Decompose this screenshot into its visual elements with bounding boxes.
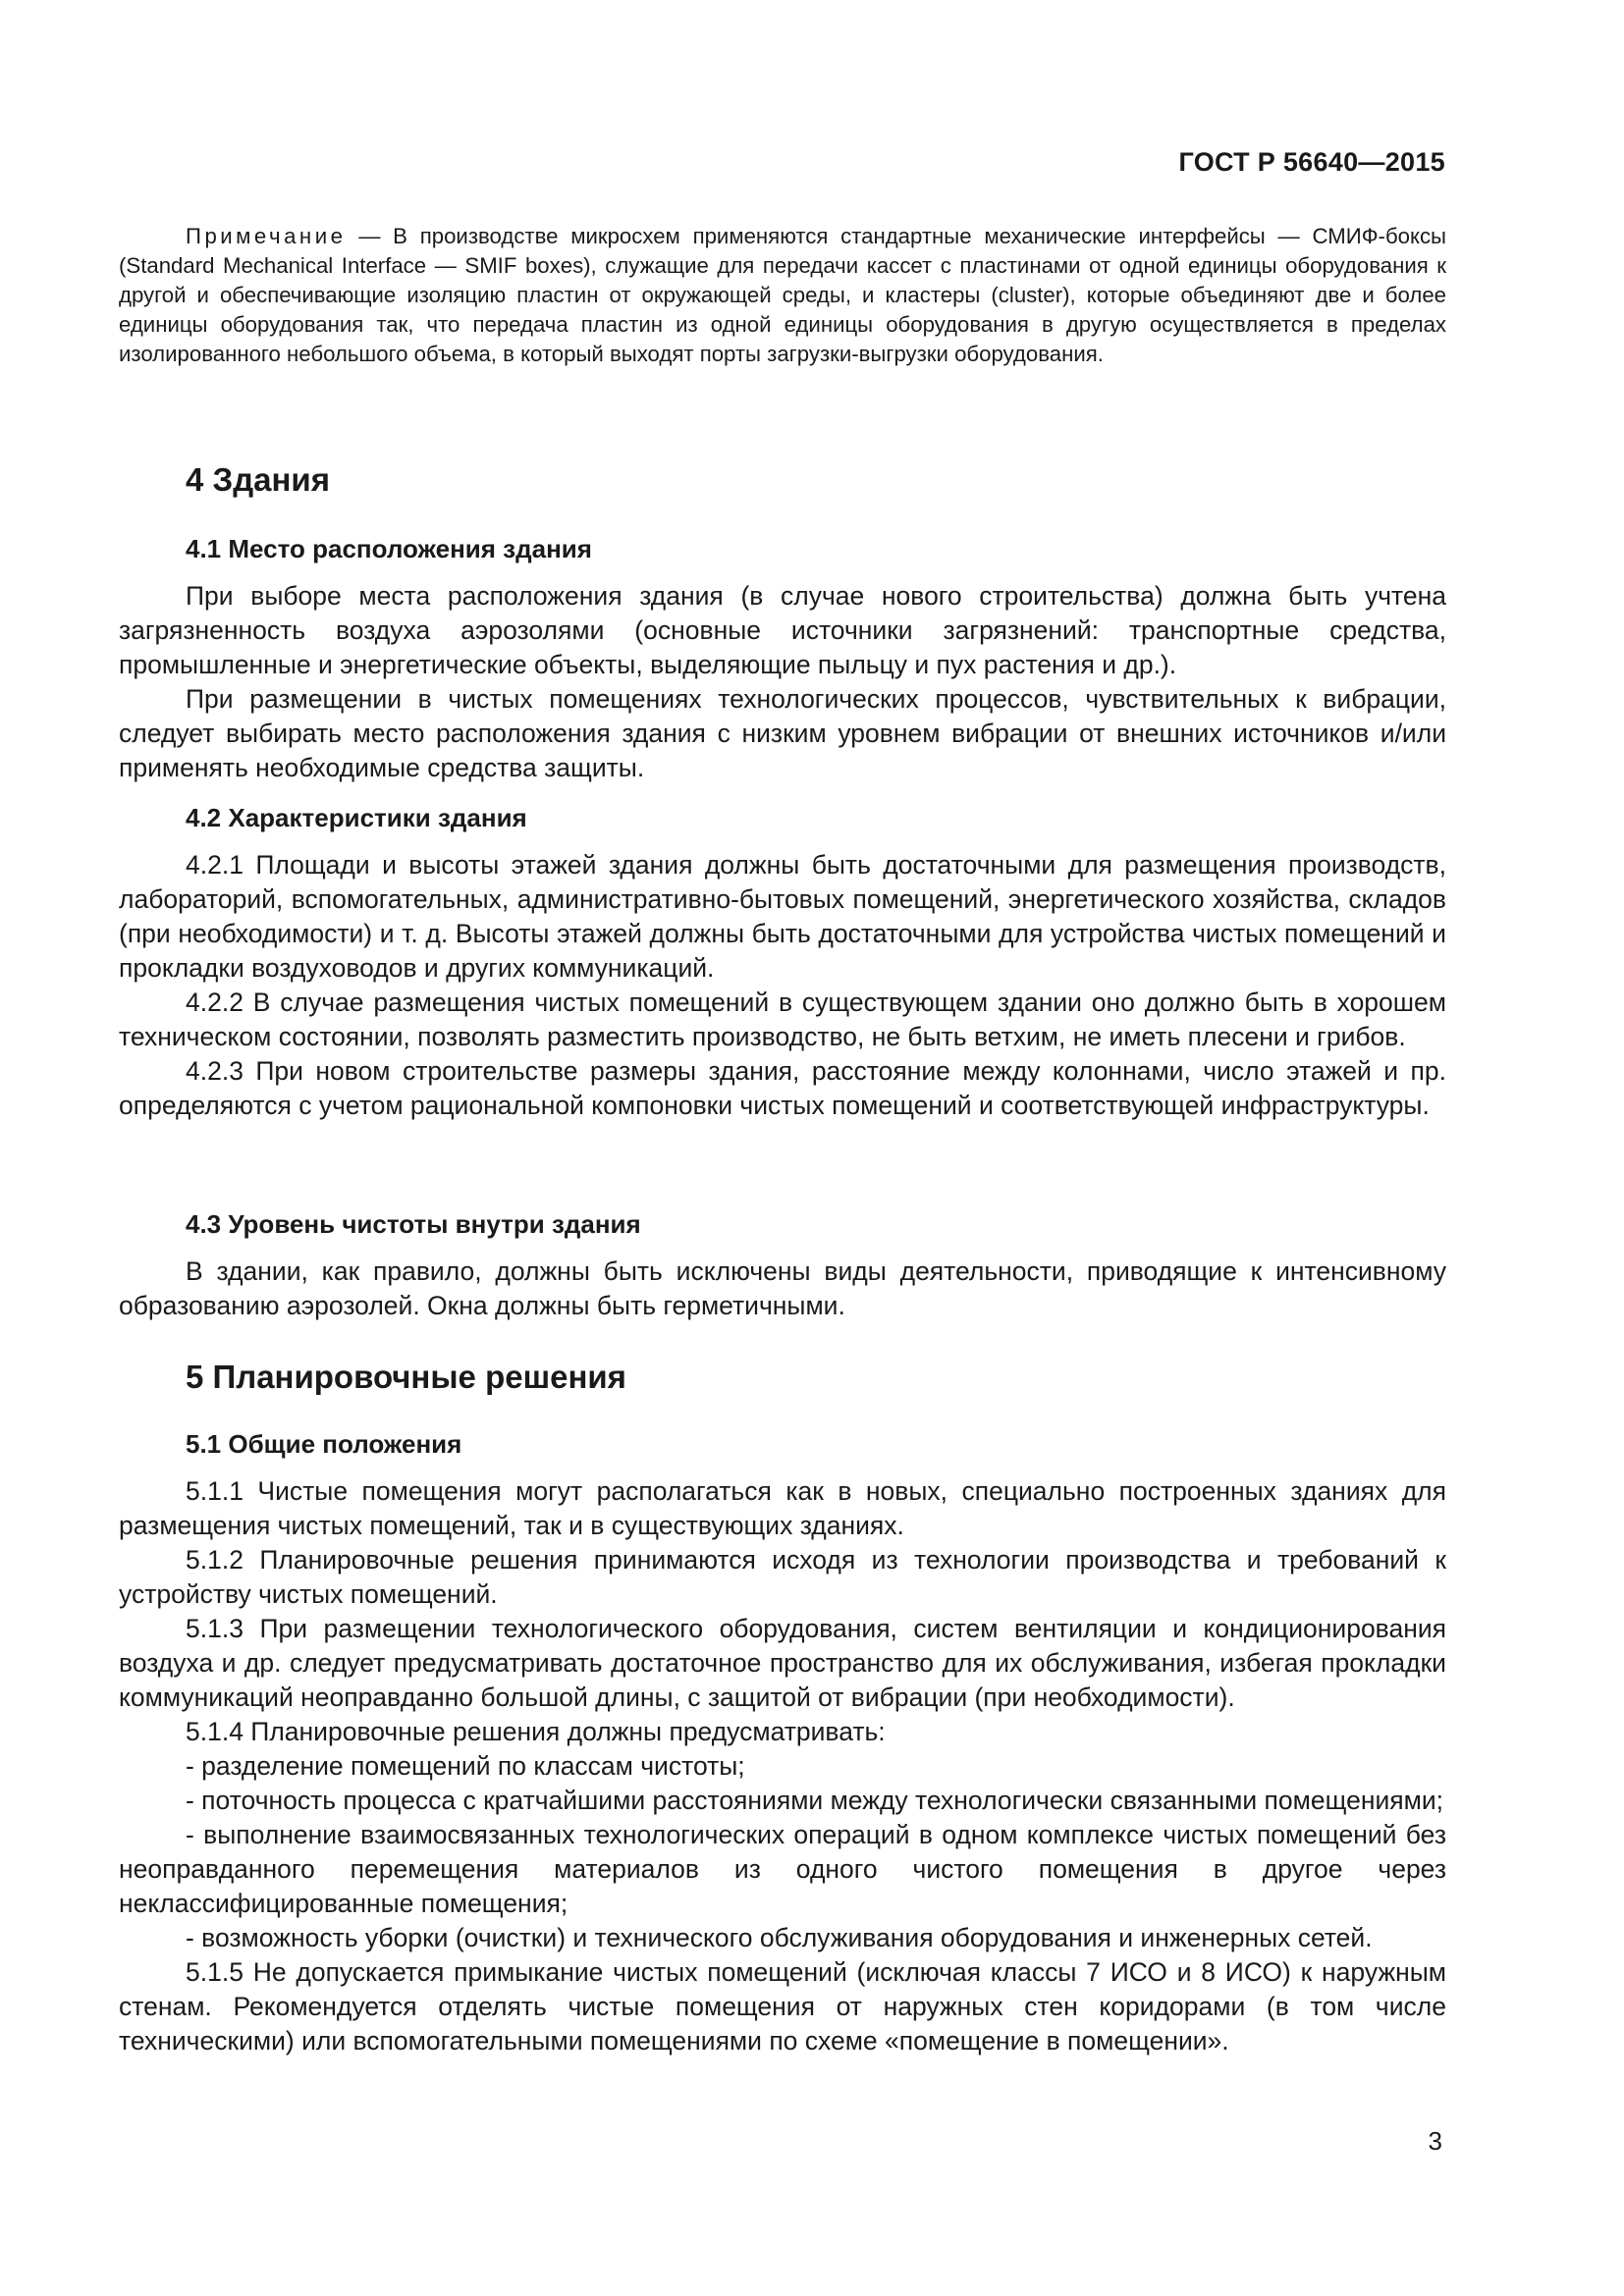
paragraph: 5.1.5 Не допускается примыкание чистых помещений (исключая классы 7 ИСО и 8 ИСО) к наружным стенам. Рекомендуется отделять чистые помещения от наружных стен коридорами (в том числе техническими) или вспомогательными помещениями по схеме «помещение в помещении». [119, 1957, 1446, 2056]
section-4-2 [119, 803, 1446, 833]
paragraph: 5.1.2 Планировочные решения принимаются исходя из технологии производства и требований к устройству чистых помещений. [119, 1545, 1446, 1609]
section-4-heading-block [119, 461, 1446, 499]
section-5-1 [119, 1429, 1446, 1460]
list-item: - выполнение взаимосвязанных технологических операций в одном комплексе чистых помещений без неоправданного перемещения материалов из одного чистого помещения в другое через неклассифицированные помещения; [119, 1820, 1446, 1918]
note-block [119, 222, 1446, 369]
paragraph: При размещении в чистых помещениях технологических процессов, чувствительных к вибрации, следует выбирать место расположения здания с низким уровнем вибрации от внешних источников и/или применять необходимые средства защиты. [119, 684, 1446, 782]
section-5-1-body [119, 1474, 1446, 2058]
paragraph: 4.2.2 В случае размещения чистых помещений в существующем здании оно должно быть в хорошем техническом состоянии, позволять разместить производство, не быть ветхим, не иметь плесени и грибов. [119, 988, 1446, 1051]
section-4-3-body [119, 1255, 1446, 1323]
section-4-3-title: 4.3 Уровень чистоты внутри здания [186, 1209, 641, 1239]
paragraph: 5.1.1 Чистые помещения могут располагаться как в новых, специально построенных зданиях для размещения чистых помещений, так и в существующих зданиях. [119, 1476, 1446, 1540]
section-5-1-title: 5.1 Общие положения [186, 1429, 462, 1459]
list-item: - возможность уборки (очистки) и технического обслуживания оборудования и инженерных сетей. [186, 1923, 1373, 1952]
note-label: Примечание [186, 224, 347, 248]
list-item: - поточность процесса с кратчайшими расстояниями между технологически связанными помещениями; [186, 1786, 1444, 1815]
section-5-title: 5 Планировочные решения [186, 1359, 626, 1395]
section-4-1-title: 4.1 Место расположения здания [186, 534, 592, 563]
list-item: - разделение помещений по классам чистоты; [186, 1751, 745, 1781]
section-5-heading-block [119, 1359, 1446, 1396]
document-code: ГОСТ Р 56640—2015 [1178, 147, 1445, 177]
note-text: — В производстве микросхем применяются стандартные механические интерфейсы — СМИФ-боксы (Standard Mechanical Interface — SMIF boxes), служащие для передачи кассет с пластинами от одной единицы оборудования к другой и обеспечивающие изоляцию пластин от окружающей среды, и кластеры (cluster), которые объединяют две и более единицы оборудования так, что передача пластин из одной единицы оборудования в другую осуществляется в пределах изолированного небольшого объема, в который выходят порты загрузки-выгрузки оборудования. [119, 224, 1446, 366]
paragraph: 5.1.3 При размещении технологического оборудования, систем вентиляции и кондиционирования воздуха и др. следует предусматривать достаточное пространство для их обслуживания, избегая прокладки коммуникаций неоправданно большой длины, с защитой от вибрации (при необходимости). [119, 1614, 1446, 1712]
section-4-1-body [119, 579, 1446, 785]
paragraph: При выборе места расположения здания (в случае нового строительства) должна быть учтена загрязненность воздуха аэрозолями (основные источники загрязнений: транспортные средства, промышленные и энергетические объекты, выделяющие пыльцу и пух растения и др.). [119, 581, 1446, 679]
section-4-1 [119, 534, 1446, 564]
paragraph: В здании, как правило, должны быть исключены виды деятельности, приводящие к интенсивному образованию аэрозолей. Окна должны быть герметичными. [119, 1256, 1446, 1320]
paragraph: 4.2.1 Площади и высоты этажей здания должны быть достаточными для размещения производств, лабораторий, вспомогательных, административно-бытовых помещений, энергетического хозяйства, складов (при необходимости) и т. д. Высоты этажей должны быть достаточными для устройства чистых помещений и прокладки воздуховодов и других коммуникаций. [119, 850, 1446, 983]
section-4-title: 4 Здания [186, 461, 330, 498]
section-4-3 [119, 1209, 1446, 1240]
page-number: 3 [1428, 2126, 1442, 2156]
paragraph: 5.1.4 Планировочные решения должны предусматривать: [186, 1717, 886, 1746]
section-4-2-body [119, 848, 1446, 1123]
paragraph: 4.2.3 При новом строительстве размеры здания, расстояние между колоннами, число этажей и пр. определяются с учетом рациональной компоновки чистых помещений и соответствующей инфраструктуры. [119, 1056, 1446, 1120]
section-4-2-title: 4.2 Характеристики здания [186, 803, 527, 832]
